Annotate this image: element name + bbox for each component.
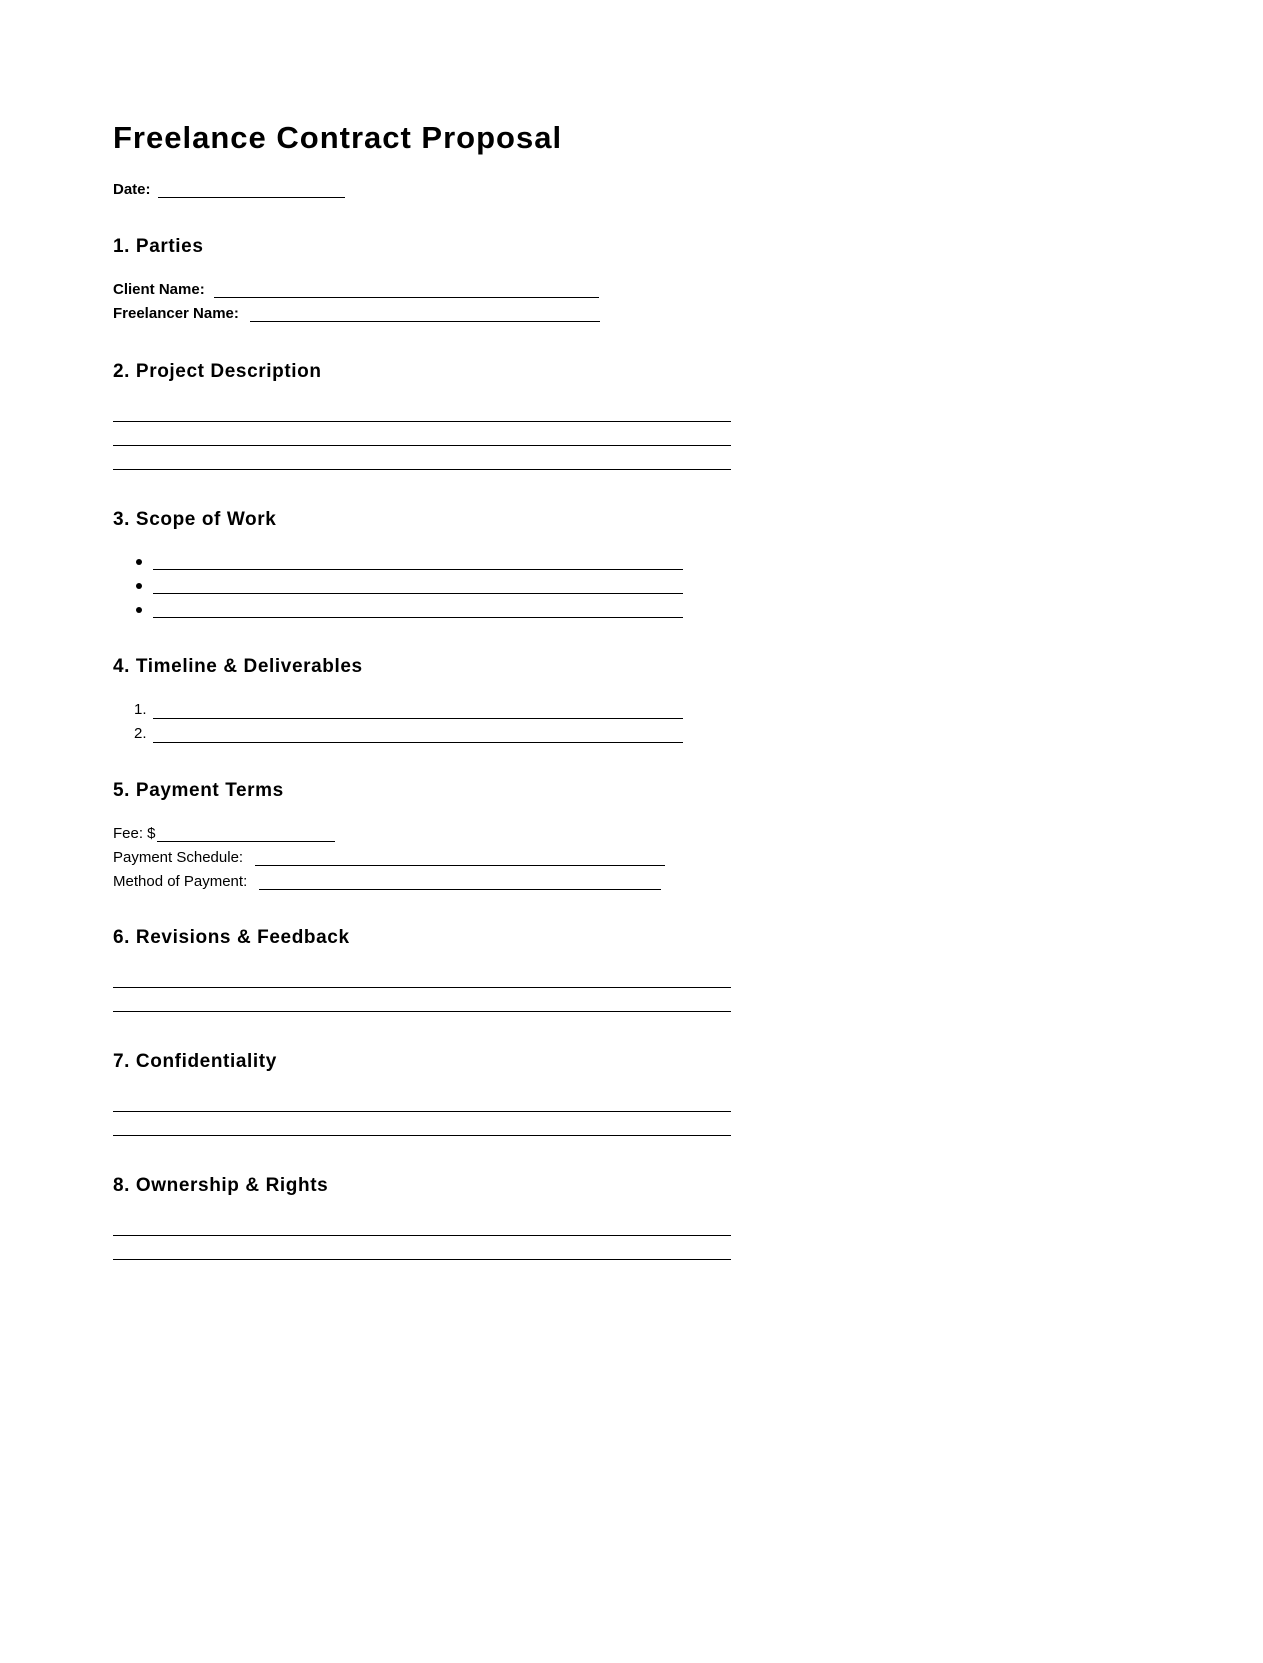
timeline-item-number-2: 2.: [134, 725, 147, 742]
document-title: Freelance Contract Proposal: [113, 120, 563, 155]
payment-schedule-label: Payment Schedule:: [113, 849, 244, 866]
timeline-item-line-1[interactable]: [153, 718, 683, 719]
project-description-line-2[interactable]: [113, 445, 731, 446]
section-heading-timeline: 4. Timeline & Deliverables: [113, 656, 363, 677]
revisions-line-2[interactable]: [113, 1011, 731, 1012]
date-blank-line[interactable]: [158, 197, 345, 198]
ownership-line-2[interactable]: [113, 1259, 731, 1260]
bullet-icon: [136, 607, 142, 613]
section-heading-payment-terms: 5. Payment Terms: [113, 780, 284, 801]
timeline-item-line-2[interactable]: [153, 742, 683, 743]
section-heading-revisions: 6. Revisions & Feedback: [113, 927, 350, 948]
section-heading-parties: 1. Parties: [113, 236, 204, 257]
project-description-line-1[interactable]: [113, 421, 731, 422]
date-label: Date:: [113, 181, 151, 198]
bullet-icon: [136, 583, 142, 589]
timeline-item-number-1: 1.: [134, 701, 147, 718]
revisions-line-1[interactable]: [113, 987, 731, 988]
freelancer-name-blank-line[interactable]: [250, 321, 600, 322]
section-heading-scope-of-work: 3. Scope of Work: [113, 509, 277, 530]
client-name-blank-line[interactable]: [214, 297, 599, 298]
ownership-line-1[interactable]: [113, 1235, 731, 1236]
payment-method-label: Method of Payment:: [113, 873, 248, 890]
freelancer-name-label: Freelancer Name:: [113, 305, 239, 322]
section-heading-ownership: 8. Ownership & Rights: [113, 1175, 329, 1196]
confidentiality-line-2[interactable]: [113, 1135, 731, 1136]
scope-item-line-1[interactable]: [153, 569, 683, 570]
section-heading-project-description: 2. Project Description: [113, 361, 322, 382]
project-description-line-3[interactable]: [113, 469, 731, 470]
client-name-label: Client Name:: [113, 281, 205, 298]
fee-blank-line[interactable]: [157, 841, 335, 842]
scope-item-line-3[interactable]: [153, 617, 683, 618]
bullet-icon: [136, 559, 142, 565]
fee-label: Fee: $: [113, 825, 156, 842]
payment-schedule-blank-line[interactable]: [255, 865, 665, 866]
confidentiality-line-1[interactable]: [113, 1111, 731, 1112]
payment-method-blank-line[interactable]: [259, 889, 661, 890]
section-heading-confidentiality: 7. Confidentiality: [113, 1051, 277, 1072]
scope-item-line-2[interactable]: [153, 593, 683, 594]
